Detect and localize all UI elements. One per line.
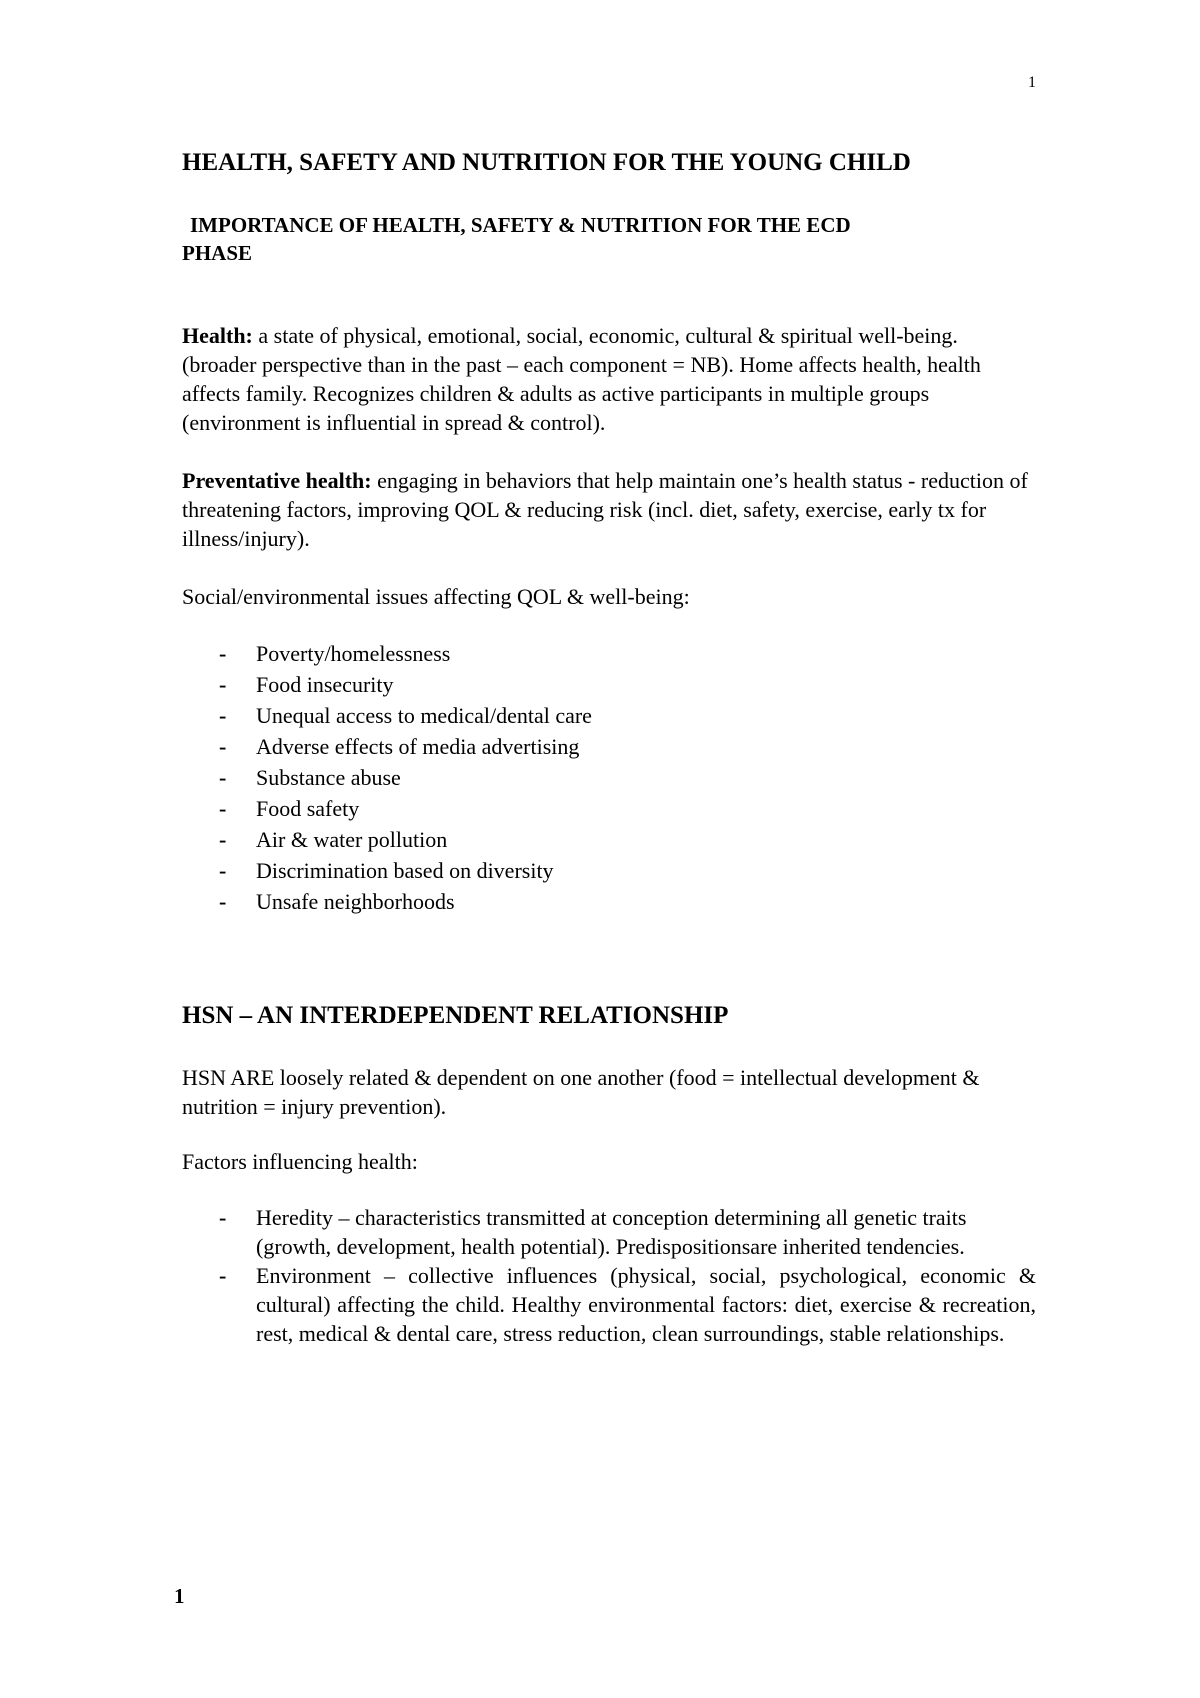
preventative-text: engaging in behaviors that help maintain one’s health status - reduction of threatening factors, improving QOL & reducing risk (incl. diet, safety, exercise, early tx for illness/injury). (182, 468, 1028, 551)
list-item: - Food insecurity (182, 669, 1036, 700)
health-text: a state of physical, emotional, social, economic, cultural & spiritual well-being. (broader perspective than in the past – each component = NB). Home affects health, health affects family. Recognizes children & adults as active participants in multiple groups (environment is influential in spread & control). (182, 323, 981, 435)
list-item: - Discrimination based on diversity (182, 855, 1036, 886)
document-subtitle (182, 211, 1036, 267)
list-item: - Environment – collective influences (physical, social, psychological, economic & cultural) affecting the child. Healthy environmental factors: diet, exercise & recreation, rest, medical & dental care, stress reduction, clean surroundings, stable relationships. (182, 1261, 1036, 1348)
list-item: - Poverty/homelessness (182, 638, 1036, 669)
preventative-health-definition (182, 466, 1036, 553)
factors-list (182, 1203, 1036, 1348)
section-heading-hsn: HSN – AN INTERDEPENDENT RELATIONSHIP (182, 1002, 729, 1029)
list-item: - Food safety (182, 793, 1036, 824)
subtitle-line-2: PHASE (182, 241, 253, 265)
list-item: - Unsafe neighborhoods (182, 886, 1036, 917)
list-item: - Unequal access to medical/dental care (182, 700, 1036, 731)
preventative-term: Preventative health: (182, 468, 372, 493)
subtitle-line-1: IMPORTANCE OF HEALTH, SAFETY & NUTRITION FOR THE ECD (190, 213, 851, 237)
list-item: - Adverse effects of media advertising (182, 731, 1036, 762)
factors-intro: Factors influencing health: (182, 1149, 418, 1174)
list-item: - Air & water pollution (182, 824, 1036, 855)
footer-page-number: 1 (174, 1584, 185, 1608)
health-term: Health: (182, 323, 253, 348)
list-item: - Heredity – characteristics transmitted at conception determining all genetic traits (growth, development, health potential). Predispositionsare inherited tendencies. (182, 1203, 1036, 1261)
document-title: HEALTH, SAFETY AND NUTRITION FOR THE YOUNG CHILD (182, 149, 911, 176)
document-body (182, 146, 1036, 1348)
health-definition (182, 321, 1036, 437)
header-page-number: 1 (1028, 74, 1036, 91)
social-issues-list (182, 638, 1036, 917)
social-issues-intro: Social/environmental issues affecting QOL & well-being: (182, 584, 690, 609)
list-item: - Substance abuse (182, 762, 1036, 793)
hsn-paragraph: HSN ARE loosely related & dependent on one another (food = intellectual development & nutrition = injury prevention). (182, 1065, 980, 1119)
